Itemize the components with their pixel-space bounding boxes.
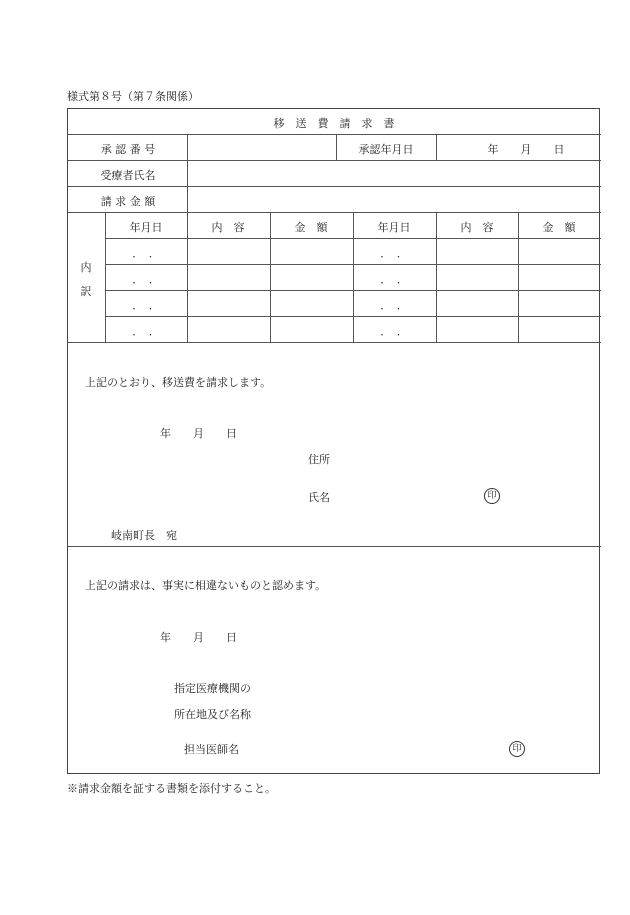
doctor-name-label: 担当医師名	[184, 743, 239, 756]
grid-line	[270, 212, 271, 342]
form-label: 様式第８号（第７条関係）	[67, 90, 199, 103]
address-label: 住所	[308, 453, 330, 466]
grid-line	[68, 186, 601, 187]
grid-line	[68, 160, 601, 161]
breakdown-header-amount: 金 額	[294, 221, 328, 234]
grid-line	[187, 134, 188, 212]
breakdown-date-cell: ． ．	[132, 247, 160, 260]
grid-line	[336, 134, 337, 160]
approval-date-value: 年 月 日	[487, 143, 565, 156]
approval-number-label: 承 認 番 号	[100, 143, 156, 156]
breakdown-header-date: 年月日	[129, 221, 163, 234]
grid-line	[105, 212, 106, 342]
breakdown-date-cell: ． ．	[380, 273, 408, 286]
seal-icon: 印	[509, 741, 525, 757]
breakdown-side-label: 内	[80, 261, 92, 274]
grid-line	[187, 212, 188, 342]
institution-label-line2: 所在地及び名称	[174, 708, 251, 721]
grid-line	[353, 212, 354, 342]
certification-date: 年 月 日	[160, 631, 237, 644]
approval-date-label: 承認年月日	[358, 143, 414, 156]
form-title: 移 送 費 請 求 書	[273, 117, 395, 130]
breakdown-date-cell: ． ．	[132, 325, 160, 338]
claim-form	[67, 108, 600, 774]
grid-line	[68, 546, 601, 547]
institution-label-line1: 指定医療機関の	[174, 682, 251, 695]
patient-name-label: 受療者氏名	[100, 169, 156, 182]
breakdown-side-label: 訳	[80, 285, 92, 298]
claim-date: 年 月 日	[160, 427, 237, 440]
breakdown-date-cell: ． ．	[380, 247, 408, 260]
claim-statement: 上記のとおり、移送費を請求します。	[85, 376, 272, 389]
breakdown-header-date: 年月日	[377, 221, 411, 234]
breakdown-header-content: 内 容	[211, 221, 245, 234]
footnote: ※請求金額を証する書類を添付すること。	[67, 782, 276, 795]
breakdown-header-amount: 金 額	[542, 221, 576, 234]
grid-line	[436, 212, 437, 342]
claim-amount-label: 請 求 金 額	[100, 195, 156, 208]
grid-line	[68, 134, 601, 135]
seal-icon: 印	[484, 488, 500, 504]
grid-line	[68, 212, 601, 213]
breakdown-date-cell: ． ．	[380, 325, 408, 338]
name-label: 氏名	[308, 491, 330, 504]
grid-line	[518, 212, 519, 342]
breakdown-date-cell: ． ．	[132, 273, 160, 286]
breakdown-header-content: 内 容	[460, 221, 494, 234]
breakdown-date-cell: ． ．	[380, 299, 408, 312]
breakdown-date-cell: ． ．	[132, 299, 160, 312]
grid-line	[68, 342, 601, 343]
grid-line	[436, 134, 437, 160]
certification-statement: 上記の請求は、事実に相違ないものと認めます。	[85, 579, 327, 592]
addressee: 岐南町長 宛	[111, 529, 177, 542]
